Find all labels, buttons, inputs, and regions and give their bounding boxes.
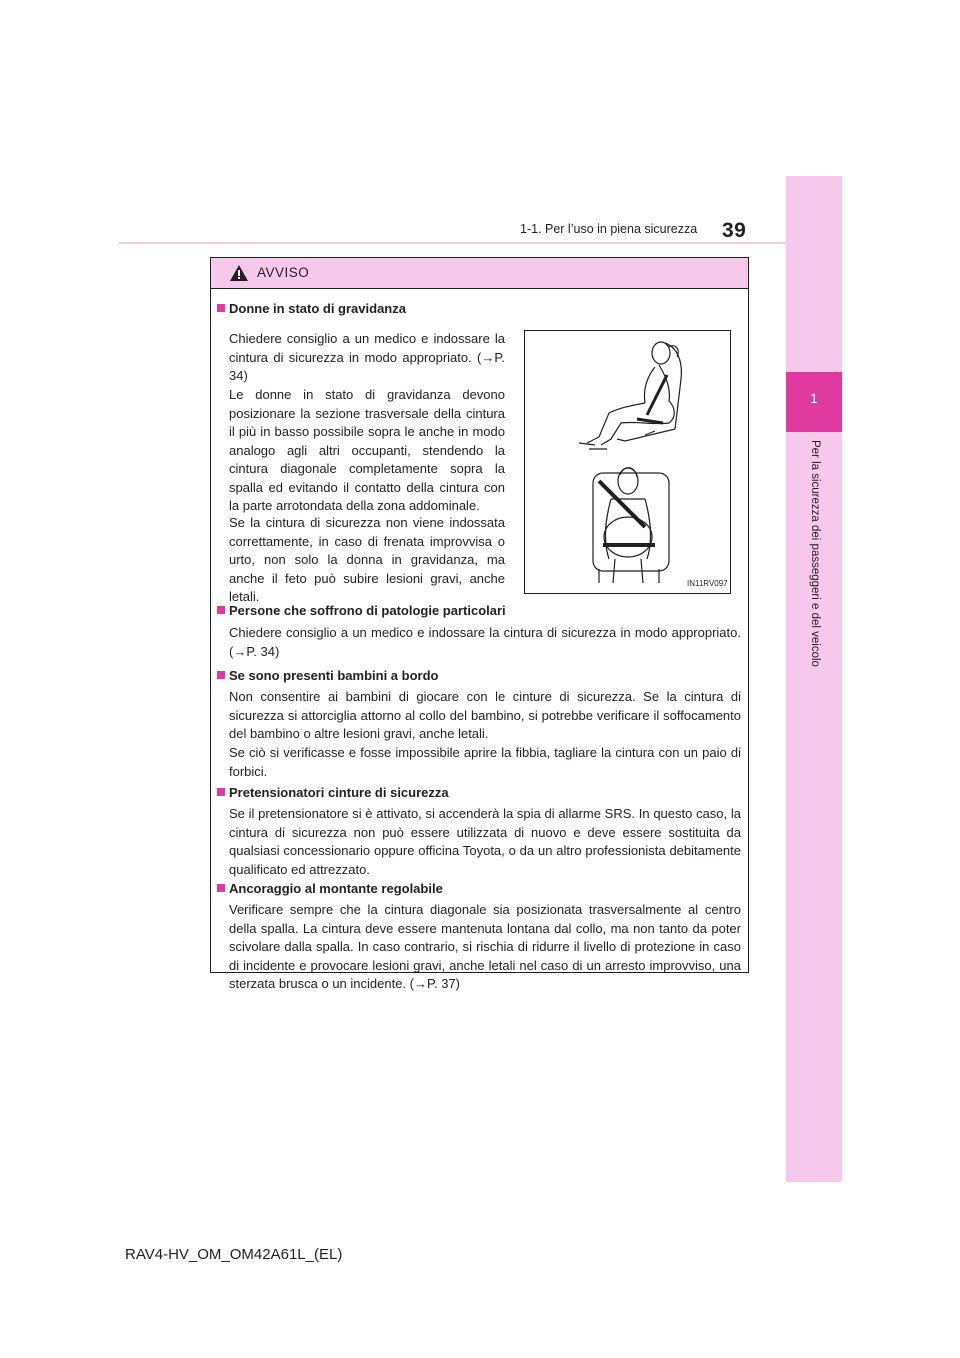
- warning-box: [210, 257, 749, 991]
- section-heading: Persone che soffrono di patologie particolari: [217, 603, 506, 618]
- warning-header: [211, 258, 748, 289]
- section-heading: Se sono presenti bambini a bordo: [217, 668, 438, 683]
- chapter-title: Per la sicurezza dei passeggeri e del veicolo: [809, 440, 821, 667]
- paragraph: Non consentire ai bambini di giocare con le cinture di sicurezza. Se la cintura di sicurezza si attorciglia attorno al collo del bambino, si potrebbe verificare il soffocamento del bambino o altre lesioni gravi, anche letali.: [229, 689, 741, 741]
- section-title: 1-1. Per l’uso in piena sicurezza: [520, 222, 698, 236]
- paragraph: Le donne in stato di gravidanza devono posizionare la sezione trasversale della cintura il più in basso possibile sopra le anche in modo analogo agli altri occupanti, stendendo la cintura diagonale completamente sopra la spalla ed evitando il contatto della cintura con la parte arrotondata della zona addominale.: [229, 387, 505, 513]
- section-heading: Donne in stato di gravidanza: [217, 301, 406, 316]
- warning-title: AVVISO: [257, 265, 310, 280]
- paragraph: Se il pretensionatore si è attivato, si accenderà la spia di allarme SRS. In questo caso, la cintura di sicurezza non può essere utilizzata di nuovo e deve essere sostituita da qualsiasi concessionario oppure officina Toyota, o da un altro professionista debitamente qualificato ed attrezzato.: [229, 806, 741, 877]
- bullet-square-icon: [217, 788, 225, 796]
- paragraph: Verificare sempre che la cintura diagonale sia posizionata trasversalmente al centro della spalla. La cintura deve essere mantenuta lontana dal collo, ma non tanto da poter scivolare dalla spalla. In caso contrario, si rischia di ridurre il livello di protezione in caso di incidente e provocare lesioni gravi, anche letali nel caso di un arresto improvviso, una sterzata brusca o un incidente. (→P. 37): [229, 902, 741, 991]
- header-rule: [119, 242, 787, 244]
- warning-triangle-icon: [229, 264, 249, 282]
- bullet-square-icon: [217, 304, 225, 312]
- bullet-square-icon: [217, 606, 225, 614]
- pregnant-seatbelt-illustration: [524, 330, 731, 594]
- page-number: 39: [722, 219, 747, 242]
- bullet-square-icon: [217, 671, 225, 679]
- seated-woman-drawings: [525, 331, 730, 593]
- section-heading: Pretensionatori cinture di sicurezza: [217, 785, 449, 800]
- chapter-number: 1: [810, 390, 818, 406]
- document-code: RAV4-HV_OM_OM42A61L_(EL): [125, 1246, 343, 1263]
- paragraph: Se ciò si verificasse e fosse impossibile aprire la fibbia, tagliare la cintura con un paio di forbici.: [229, 745, 741, 779]
- paragraph: Se la cintura di sicurezza non viene indossata correttamente, in caso di frenata improvvisa o urto, non solo la donna in gravidanza, ma anche il feto può subire lesioni gravi, anche letali.: [229, 515, 505, 604]
- paragraph: Chiedere consiglio a un medico e indossare la cintura di sicurezza in modo appropriato. (→P. 34): [229, 625, 741, 659]
- section-heading: Ancoraggio al montante regolabile: [217, 881, 443, 896]
- paragraph: Chiedere consiglio a un medico e indossare la cintura di sicurezza in modo appropriato. (→P. 34): [229, 331, 505, 383]
- bullet-square-icon: [217, 884, 225, 892]
- figure-code: IN11RV097: [687, 579, 728, 588]
